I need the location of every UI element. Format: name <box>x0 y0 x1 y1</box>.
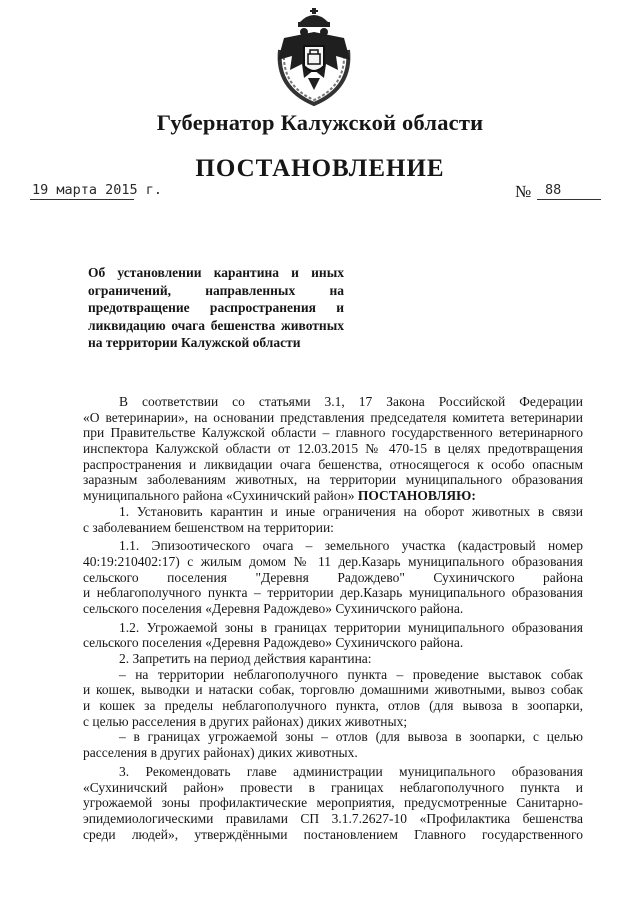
body-line <box>83 488 583 504</box>
subject-line: Об установлении карантина и иных <box>88 265 344 280</box>
body-line: В соответствии со статьями 3.1, 17 Закона Российской Федерации <box>119 394 583 409</box>
issuer-title: Губернатор Калужской области <box>156 110 484 135</box>
document-type-title: ПОСТАНОВЛЕНИЕ <box>195 155 445 182</box>
body-line: «О ветеринарии», на основании представления председателя комитета ветеринарии <box>83 409 583 425</box>
coat-of-arms-emblem <box>272 8 356 108</box>
body-line: 2. Запретить на период действия карантина: <box>119 651 372 666</box>
body-line: и кошек за пределы неблагополучного пункта, отлов (для вывоза в зоопарки, <box>83 698 583 714</box>
subject-line: ограничений, направленных на <box>88 282 344 298</box>
body-line: с заболеванием бешенством на территории: <box>83 519 334 535</box>
subject-block <box>88 264 344 352</box>
number-label: № <box>515 182 532 201</box>
body-line: «Сухиничский район» провести в границах неблагополучного пункта и <box>83 779 583 795</box>
subject-line: предотвращение распространения и <box>88 300 344 315</box>
body-line: эпидемиологическими правилами СП 3.1.7.2627-10 «Профилактика бешенства <box>83 810 583 826</box>
body-line: 3. Рекомендовать главе администрации муниципального образования <box>119 763 583 779</box>
body-line: – на территории неблагополучного пункта – проведение выставок собак <box>119 666 583 682</box>
body-line: и кошек, выводки и натаски собак, торговлю домашними животными, вывоз собак <box>83 682 583 698</box>
body-line: – в границах угрожаемой зоны – отлов (для вывоза в зоопарки, с целью <box>119 729 583 745</box>
body-line: угрожаемой зоны профилактические мероприятия, предусмотренные Санитарно- <box>83 795 583 811</box>
body-line: среди людей», утверждёнными постановлением Главного государственного <box>83 826 583 842</box>
subject-line: ликвидацию очага бешенства животных <box>88 317 344 333</box>
document-number: 88 <box>545 182 562 198</box>
decree-body <box>83 394 583 842</box>
body-line: 40:19:210402:17) с жилым домом № 11 дер.Казарь муниципального образования <box>83 553 583 569</box>
body-line: и неблагополучного пункта – территории дер.Казарь муниципального образования <box>83 585 583 601</box>
body-line: сельского поселения "Деревня Радождево" Сухиничского района <box>83 569 583 585</box>
body-line: 1.2. Угрожаемой зоны в границах территории муниципального образования <box>119 619 583 635</box>
body-line: расселения в других районах) диких животных. <box>83 745 358 761</box>
body-line: 1.1. Эпизоотического очага – земельного участка (кадастровый номер <box>119 538 583 554</box>
number-underline <box>537 199 601 200</box>
body-line: распространения и ликвидации очага бешенства, относящегося к особо опасным <box>83 456 583 472</box>
body-line: инспектора Калужской области от 12.03.2015 № 470-15 в целях предотвращения <box>83 441 583 457</box>
date-underline <box>30 199 134 200</box>
document-date: 19 марта 2015 г. <box>32 182 163 198</box>
body-line-text: муниципального района «Сухиничский район» <box>83 488 358 504</box>
body-line: сельского поселения «Деревня Радождево» Сухиничского района. <box>83 600 464 616</box>
body-line: сельского поселения «Деревня Радождево» Сухиничского района. <box>83 635 464 651</box>
resolution-keyword: ПОСТАНОВЛЯЮ: <box>357 488 476 504</box>
body-line: с целью расселения в других районах) диких животных; <box>83 713 408 729</box>
body-line: 1. Установить карантин и иные ограничения на оборот животных в связи <box>119 503 583 519</box>
body-line: заразным заболеваниям животных, на территории муниципального образования <box>83 472 583 488</box>
subject-line: на территории Калужской области <box>88 335 301 350</box>
body-line: при Правительстве Калужской области – главного государственного ветеринарного <box>83 425 583 441</box>
